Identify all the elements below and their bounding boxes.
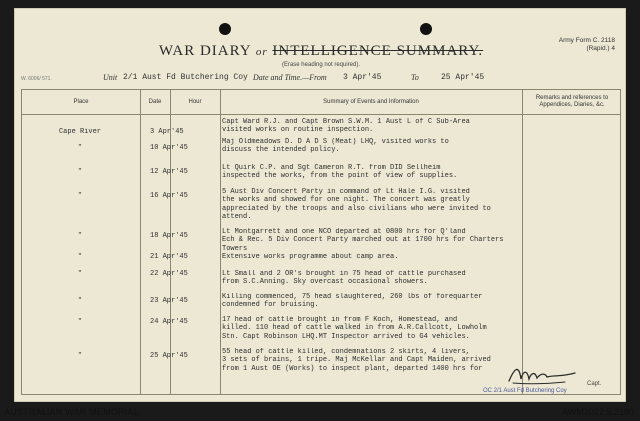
punch-hole-right xyxy=(420,23,432,35)
entry-date: 24 Apr'45 xyxy=(150,318,188,326)
meta-line xyxy=(21,73,621,87)
entry-date: 12 Apr'45 xyxy=(150,168,188,176)
page-title xyxy=(15,43,627,60)
entry-place: " xyxy=(77,232,83,240)
entry-date: 18 Apr'45 xyxy=(150,232,188,240)
unit-label: Unit xyxy=(103,73,118,82)
entry-date: 25 Apr'45 xyxy=(150,352,188,360)
date-from: 3 Apr'45 xyxy=(343,73,382,82)
col-header-summary: Summary of Events and Information xyxy=(323,98,419,105)
form-number-line2: (Rapid.) 4 xyxy=(586,45,615,52)
entry-summary: Maj Oldmeadows D. D A D S (Meat) LHQ, visited works to discuss the intended policy. xyxy=(222,138,449,155)
col-divider xyxy=(220,90,221,394)
entry-place: " xyxy=(77,297,83,305)
entry-date: 23 Apr'45 xyxy=(150,297,188,305)
col-header-hour: Hour xyxy=(188,98,202,105)
entry-date: 21 Apr'45 xyxy=(150,253,188,261)
entry-summary: Lt Montgarrett and one NCO departed at 0800 hrs for Q'land Ech & Rec. 5 Div Concert Party marched out at 1700 hrs for Charters Towers xyxy=(222,228,504,253)
unit-value: 2/1 Aust Fd Butchering Coy xyxy=(123,73,248,82)
entry-summary: Killing commenced, 75 head slaughtered, 260 lbs of forequarter condemned for bruising. xyxy=(222,293,483,310)
unit-stamp: OC 2/1 Aust Fd Butchering Coy xyxy=(483,388,567,394)
entry-place: " xyxy=(77,270,83,278)
entry-date: 10 Apr'45 xyxy=(150,144,188,152)
entry-place: " xyxy=(77,144,83,152)
entry-summary: Capt Ward R.J. and Capt Brown S.W.M. 1 Aust L of C Sub-Area visited works on routine inspection. xyxy=(222,118,470,135)
title-note: (Erase heading not required). xyxy=(281,62,361,68)
col-header-remarks: Remarks and references to Appendices, Diaries, &c. xyxy=(535,95,609,108)
entry-date: 3 Apr'45 xyxy=(150,128,184,136)
title-or: or xyxy=(255,46,268,58)
title-main: WAR DIARY xyxy=(158,43,252,59)
date-to: 25 Apr'45 xyxy=(441,73,485,82)
punch-hole-left xyxy=(219,23,231,35)
col-header-date: Date xyxy=(148,98,162,105)
title-block xyxy=(15,43,627,68)
print-code: W. 6006/ 571. xyxy=(21,76,52,82)
entry-summary: 5 Aust Div Concert Party in command of Lt Hale I.G. visited the works and showed for one night. The concert was greatly appreciated by the troops and also civilians who were invited to attend. xyxy=(222,188,491,221)
footer-reference: AWM2022.5.2180 xyxy=(562,407,634,417)
entry-place: " xyxy=(77,318,83,326)
col-header-place: Place xyxy=(73,98,89,105)
war-diary-sheet xyxy=(14,8,626,402)
header-divider xyxy=(22,114,620,115)
title-struck: INTELLIGENCE SUMMARY. xyxy=(272,43,484,59)
col-divider xyxy=(522,90,523,394)
entry-date: 16 Apr'45 xyxy=(150,192,188,200)
entry-summary: Lt Quirk C.P. and Sgt Cameron R.T. from DID Sellheim inspected the works, from the point of view of supplies. xyxy=(222,164,458,181)
entry-summary: 55 head of cattle killed, condemnations 2 skirts, 4 livers, 3 sets of brains, 1 tripe. Maj McKellar and Capt Maiden, arrived from 1 Aust OE (Works) to inspect plant, departed 1400 hrs for xyxy=(222,348,491,373)
entry-summary: Lt Small and 2 OR's brought in 75 head of cattle purchased from S.C.Anning. Sky overcast occasional showers. xyxy=(222,270,466,287)
entry-place: Cape River xyxy=(58,128,101,136)
signature-rank: Capt. xyxy=(587,381,602,387)
signature-area xyxy=(455,361,620,395)
entry-place: " xyxy=(77,168,83,176)
entry-place: " xyxy=(77,192,83,200)
entry-place: " xyxy=(77,253,83,261)
handwritten-signature xyxy=(505,361,585,387)
date-label: Date and Time.—From xyxy=(253,73,327,82)
entry-summary: Extensive works programme about camp area. xyxy=(222,253,399,261)
diary-table xyxy=(21,89,621,395)
entry-summary: 17 head of cattle brought in from F Koch, Homestead, and killed. 110 head of cattle walked in from A.R.Callcott, Lowholm Stn. Capt Robinson LHQ.MT Inspector arrived to G4 vehicles. xyxy=(222,316,487,341)
footer-credit: AUSTRALIAN WAR MEMORIAL xyxy=(4,407,139,417)
entry-place: " xyxy=(77,352,83,360)
entry-date: 22 Apr'45 xyxy=(150,270,188,278)
to-label: To xyxy=(411,73,419,82)
form-number-line1: Army Form C. 2118 xyxy=(558,37,615,44)
